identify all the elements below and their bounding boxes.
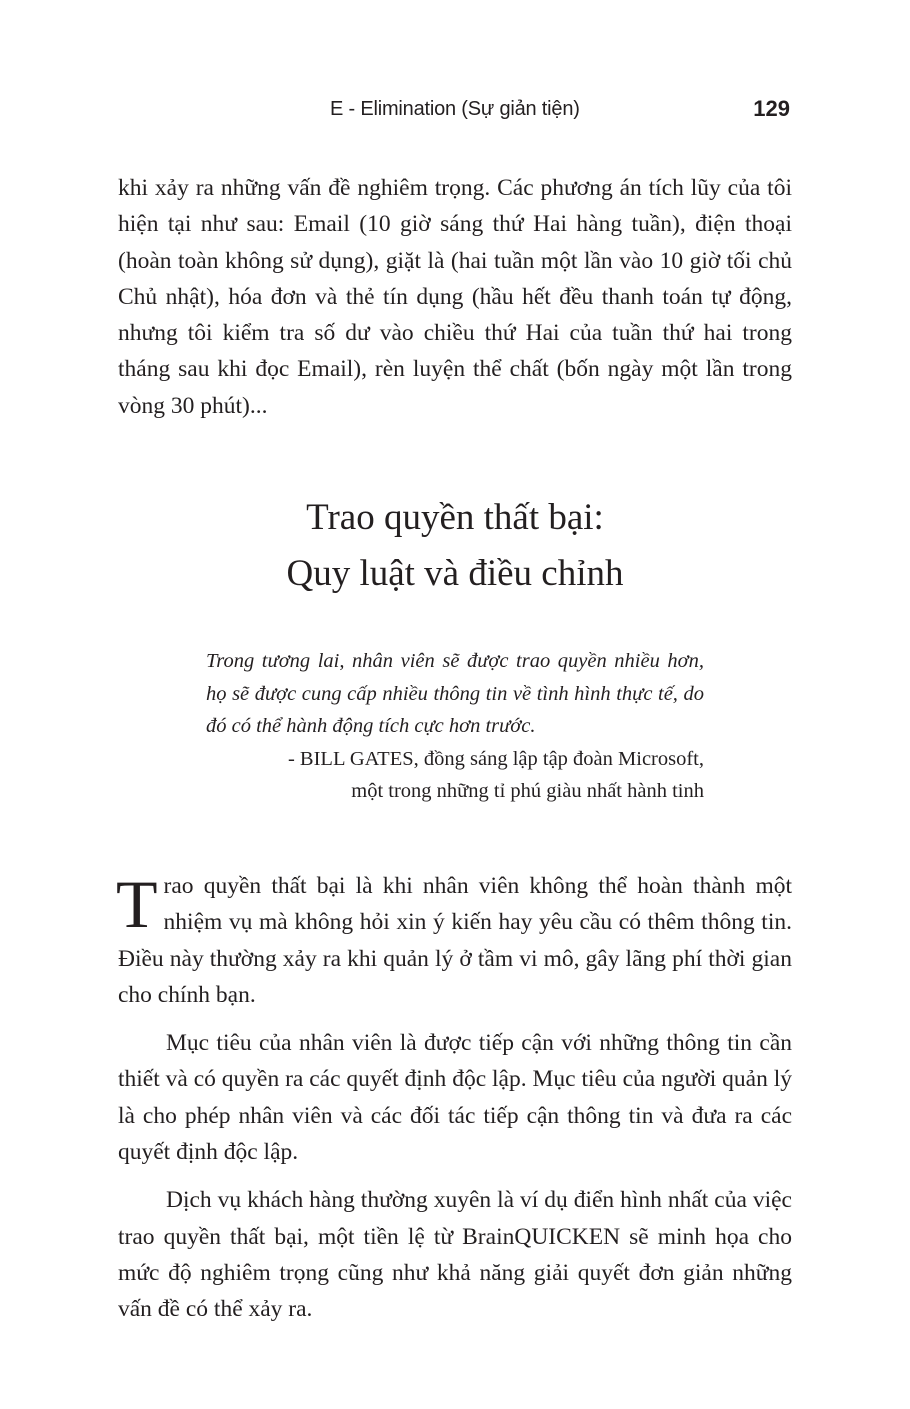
- paragraph-2: Mục tiêu của nhân viên là được tiếp cận với những thông tin cần thiết và có quyền ra các quyết định độc lập. Mục tiêu của người quản lý là cho phép nhân viên và các đối tác tiếp cận thông tin và đưa ra các quyết định độc lập.: [118, 1030, 792, 1166]
- running-header: [0, 96, 910, 126]
- epigraph-quote: Trong tương lai, nhân viên sẽ được trao quyền nhiều hơn, họ sẽ được cung cấp nhiều thông tin về tình hình thực tế, do đó có thể hành động tích cực hơn trước.: [206, 650, 704, 737]
- intro-paragraph-block: [118, 170, 792, 424]
- epigraph-attribution-line-1: - BILL GATES, đồng sáng lập tập đoàn Microsoft,: [287, 747, 704, 770]
- section-title: [118, 490, 792, 602]
- running-title: E - Elimination (Sự giản tiện): [330, 98, 580, 120]
- main-text-block: [118, 868, 792, 1328]
- intro-paragraph: khi xảy ra những vấn đề nghiêm trọng. Các phương án tích lũy của tôi hiện tại như sau: Email (10 giờ sáng thứ Hai hàng tuần), điện thoại (hoàn toàn không sử dụng), giặt là (hai tuần một lần vào 10 giờ tối chủ Chủ nhật), hóa đơn và thẻ tín dụng (hầu hết đều thanh toán tự động, nhưng tôi kiểm tra số dư vào chiều thứ Hai của tuần thứ hai trong tháng sau khi đọc Email), rèn luyện thể chất (bốn ngày một lần trong vòng 30 phút)...: [118, 175, 792, 419]
- paragraph-1-text: rao quyền thất bại là khi nhân viên không thể hoàn thành một nhiệm vụ mà không hỏi xin ý kiến hay yêu cầu có thêm thông tin. Điều này thường xảy ra khi quản lý ở tầm vi mô, gây lãng phí thời gian cho chính bạn.: [118, 873, 792, 1008]
- page-number: 129: [753, 96, 790, 121]
- section-title-line-2: Quy luật và điều chỉnh: [286, 553, 624, 594]
- paragraph-1: [118, 868, 792, 1013]
- drop-cap: T: [116, 866, 158, 942]
- section-title-line-1: Trao quyền thất bại:: [306, 497, 604, 538]
- epigraph: [206, 645, 704, 808]
- paragraph-3: Dịch vụ khách hàng thường xuyên là ví dụ điển hình nhất của việc trao quyền thất bại, một tiền lệ từ BrainQUICKEN sẽ minh họa cho mức độ nghiêm trọng cũng như khả năng giải quyết đơn giản những vấn đề có thể xảy ra.: [118, 1187, 792, 1323]
- epigraph-attribution-line-2: một trong những tỉ phú giàu nhất hành tinh: [351, 780, 704, 802]
